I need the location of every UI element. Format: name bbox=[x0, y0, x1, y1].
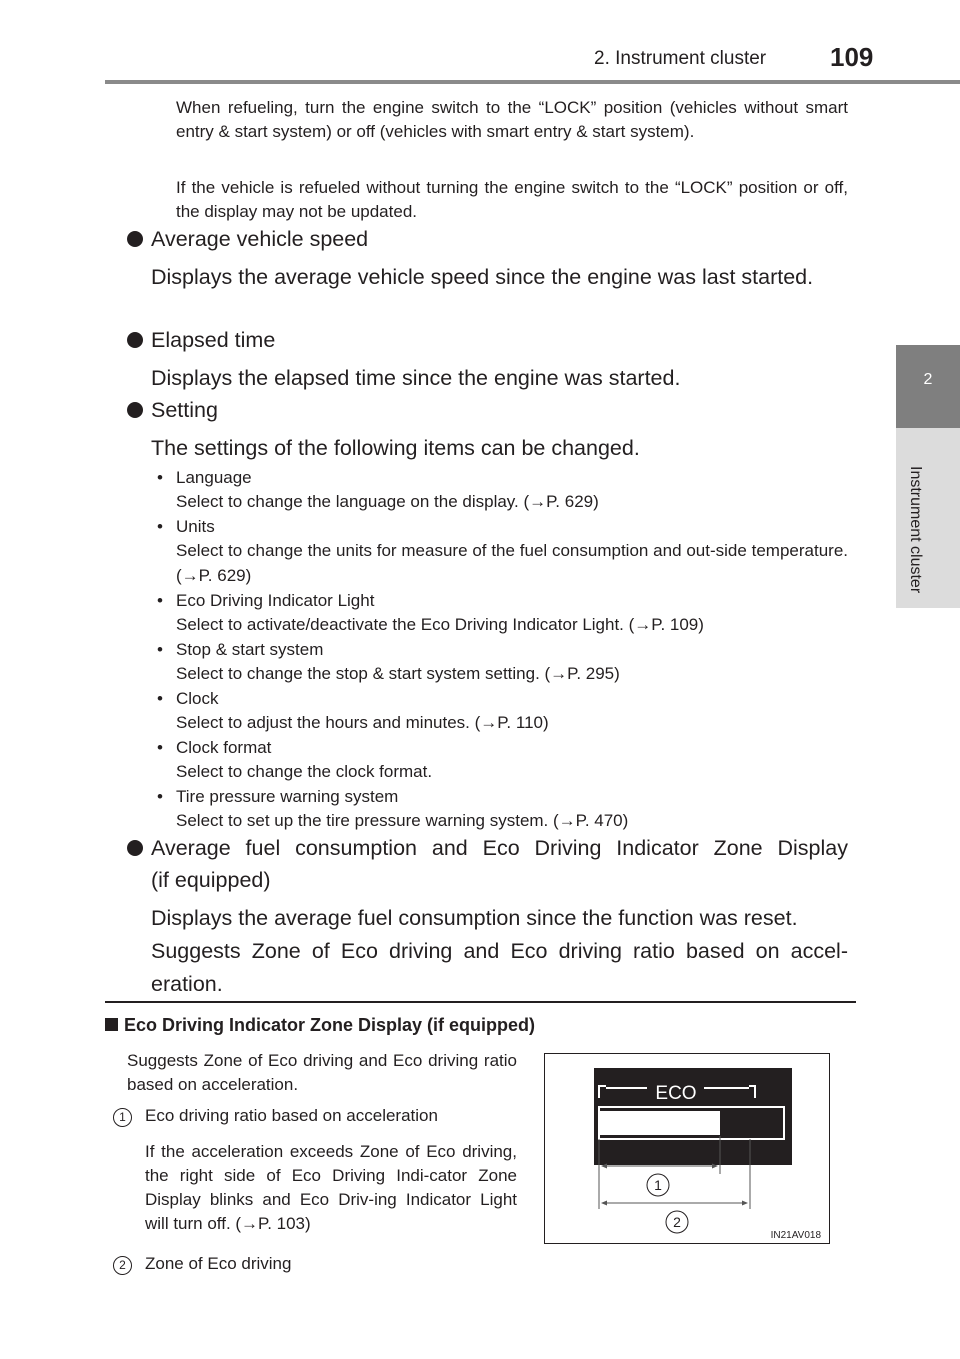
setting-item-clock-format: • Clock format bbox=[157, 738, 272, 757]
setting-item-tire-pressure: • Tire pressure warning system bbox=[157, 787, 399, 806]
chapter-label-tab bbox=[896, 428, 960, 608]
eco-zone-figure bbox=[544, 1053, 830, 1244]
setting-item-units: • Units bbox=[157, 517, 215, 536]
chapter-label: Instrument cluster bbox=[907, 466, 924, 594]
section-divider bbox=[105, 1001, 856, 1003]
setting-item-desc: Select to activate/deactivate the Eco Driving Indicator Light. (→P. 109) bbox=[176, 615, 704, 634]
section-header: 2. Instrument cluster bbox=[594, 48, 767, 69]
figure-code: IN21AV018 bbox=[770, 1230, 821, 1241]
setting-item-language: • Language bbox=[157, 468, 252, 487]
item-number-2-icon: 2 bbox=[113, 1256, 132, 1275]
avg-speed-desc: Displays the average vehicle speed since the engine was last started. bbox=[151, 265, 814, 289]
eco-section-intro: Suggests Zone of Eco driving and Eco driving ratio based on acceleration. bbox=[127, 1051, 517, 1094]
eco-section-title: Eco Driving Indicator Zone Display (if equipped) bbox=[105, 1015, 535, 1036]
elapsed-desc: Displays the elapsed time since the engine was started. bbox=[151, 366, 681, 390]
item-number-1-icon: 1 bbox=[113, 1108, 132, 1127]
refuel-warning: If the vehicle is refueled without turning the engine switch to the “LOCK” position or off, the display may not be updated. bbox=[176, 178, 848, 221]
avg-speed-heading: Average vehicle speed bbox=[127, 227, 368, 252]
avg-fuel-desc-2: Suggests Zone of Eco driving and Eco driving ratio based on accel-eration. bbox=[151, 939, 848, 996]
bullet-icon bbox=[127, 231, 143, 247]
chapter-tab bbox=[896, 345, 960, 428]
setting-item-desc: Select to change the stop & start system setting. (→P. 295) bbox=[176, 664, 620, 683]
setting-item-desc: Select to set up the tire pressure warning system. (→P. 470) bbox=[176, 811, 629, 830]
elapsed-heading: Elapsed time bbox=[127, 328, 275, 353]
bullet-icon bbox=[127, 402, 143, 418]
bullet-icon bbox=[127, 332, 143, 348]
setting-desc: The settings of the following items can be changed. bbox=[151, 436, 640, 460]
eco-ratio-bar bbox=[599, 1111, 720, 1135]
page-number: 109 bbox=[830, 42, 874, 72]
setting-heading: Setting bbox=[127, 398, 218, 423]
avg-fuel-desc: Displays the average fuel consumption since the function was reset. bbox=[151, 906, 798, 930]
refuel-note: When refueling, turn the engine switch to the “LOCK” position (vehicles without smart entry & start system) or off (vehicles with smart entry & start system). bbox=[176, 98, 848, 141]
chapter-number: 2 bbox=[923, 371, 933, 388]
setting-item-desc: Select to change the language on the display. (→P. 629) bbox=[176, 492, 599, 511]
display-eco-label: ECO bbox=[655, 1083, 697, 1104]
callout-2: 2 bbox=[673, 1214, 681, 1230]
callout-1: 1 bbox=[654, 1177, 662, 1193]
bullet-icon bbox=[127, 840, 143, 856]
header-rule bbox=[105, 80, 960, 84]
avg-fuel-heading: Average fuel consumption and Eco Driving Indicator Zone Display bbox=[127, 836, 848, 861]
setting-item-eco-light: • Eco Driving Indicator Light bbox=[157, 591, 375, 610]
square-bullet-icon bbox=[105, 1018, 118, 1031]
setting-item-desc: Select to change the units for measure of the fuel consumption and out-side temperature. (→P. 629) bbox=[176, 541, 848, 585]
setting-item-desc: Select to adjust the hours and minutes. (→P. 110) bbox=[176, 713, 549, 732]
eco-item2-title: Zone of Eco driving bbox=[145, 1254, 292, 1273]
avg-fuel-heading-cont: (if equipped) bbox=[151, 868, 271, 892]
setting-item-stop-start: • Stop & start system bbox=[157, 640, 324, 659]
eco-display-illustration bbox=[545, 1054, 829, 1243]
eco-item1-desc: If the acceleration exceeds Zone of Eco driving, the right side of Eco Driving Indi-cator Zone Display blinks and Eco Driv-ing Indicator Light will turn off. (→P. 103) bbox=[145, 1142, 517, 1233]
setting-item-desc: Select to change the clock format. bbox=[176, 762, 433, 781]
setting-item-clock: • Clock bbox=[157, 689, 219, 708]
eco-item1-title: Eco driving ratio based on acceleration bbox=[145, 1106, 438, 1125]
